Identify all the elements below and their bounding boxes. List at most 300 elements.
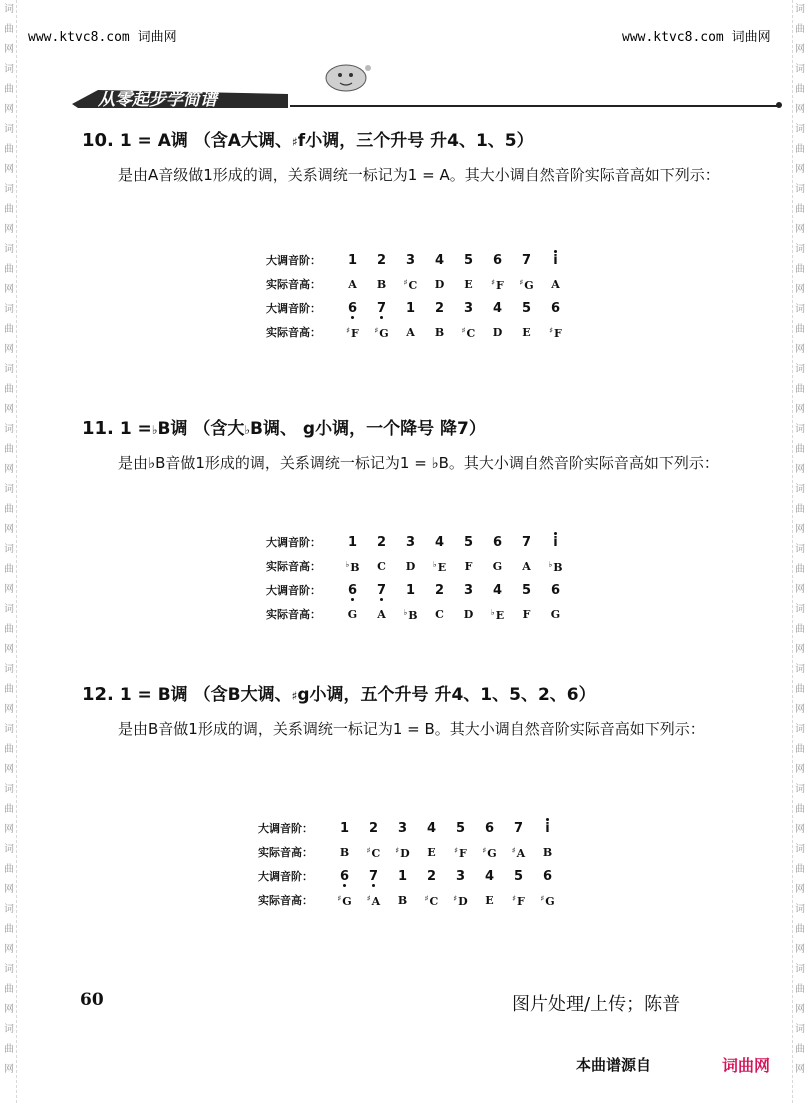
sharp-icon: ♯ — [519, 276, 524, 287]
watermark-glyph: 曲 — [4, 444, 14, 455]
actual-pitch: ♯F — [549, 324, 562, 340]
watermark-glyph: 词 — [795, 664, 805, 675]
scale-degree: 2 — [368, 820, 379, 836]
watermark-glyph-group — [2, 600, 16, 660]
sharp-icon: ♯ — [549, 324, 554, 335]
watermark-glyph: 曲 — [795, 684, 805, 695]
watermark-glyph: 曲 — [795, 384, 805, 395]
row-label: 实际音高： — [266, 326, 321, 339]
watermark-glyph: 词 — [795, 844, 805, 855]
watermark-glyph-group — [793, 660, 807, 720]
watermark-glyph: 曲 — [4, 1044, 14, 1055]
scale-degree: 3 — [405, 252, 416, 268]
watermark-glyph: 词 — [795, 4, 805, 15]
scale-degree: 4 — [484, 868, 495, 884]
watermark-glyph-group — [2, 420, 16, 480]
scale-degree: 2 — [376, 534, 387, 550]
scale-degree: 3 — [455, 868, 466, 884]
scale-degree: 5 — [455, 820, 466, 836]
watermark-glyph: 词 — [4, 184, 14, 195]
section-heading-12: 12. 1 = B调 （含B大调、♯g小调，五个升号 升4、1、5、2、6） — [82, 684, 596, 705]
actual-pitch: A — [551, 277, 560, 291]
scale-degree: 6 — [492, 534, 503, 550]
watermark-glyph-group — [793, 180, 807, 240]
watermark-glyph: 词 — [4, 904, 14, 915]
watermark-glyph: 网 — [4, 104, 14, 115]
actual-pitch: ♯A — [366, 892, 381, 908]
book-banner-logo — [68, 80, 292, 110]
watermark-glyph-group — [793, 840, 807, 900]
watermark-glyph: 词 — [795, 544, 805, 555]
scale-degree: 6 — [550, 300, 561, 316]
watermark-glyph-group — [793, 420, 807, 480]
actual-pitch: B — [542, 845, 553, 859]
watermark-glyph-group — [2, 720, 16, 780]
actual-pitch: A — [406, 325, 415, 339]
watermark-glyph: 词 — [795, 424, 805, 435]
watermark-glyph-group — [793, 120, 807, 180]
scale-degree: 2 — [434, 582, 445, 598]
row-label: 实际音高： — [258, 894, 313, 907]
watermark-glyph: 词 — [795, 724, 805, 735]
watermark-glyph: 词 — [4, 724, 14, 735]
watermark-glyph: 曲 — [4, 624, 14, 635]
watermark-glyph: 曲 — [4, 24, 14, 35]
watermark-glyph: 曲 — [4, 324, 14, 335]
actual-pitch: ♯F — [454, 844, 467, 860]
watermark-glyph: 网 — [4, 44, 14, 55]
watermark-glyph-group — [793, 720, 807, 780]
scale-degree: 4 — [434, 534, 445, 550]
watermark-glyph: 曲 — [4, 204, 14, 215]
watermark-glyph: 网 — [4, 764, 14, 775]
actual-pitch: D — [463, 607, 474, 621]
watermark-glyph-group — [2, 540, 16, 600]
actual-pitch: F — [464, 559, 473, 573]
section-12-paragraph: 是由B音做1形成的调，关系调统一标记为1 = B。其大小调自然音阶实际音高如下列示： — [118, 720, 705, 738]
scale-degree: i — [553, 534, 558, 550]
watermark-glyph: 词 — [4, 244, 14, 255]
scale-degree: 5 — [513, 868, 524, 884]
watermark-glyph: 网 — [4, 224, 14, 235]
scale-degree: i — [553, 252, 558, 268]
watermark-glyph: 词 — [4, 844, 14, 855]
scale-degree: 7 — [376, 300, 387, 316]
watermark-glyph-group — [2, 780, 16, 840]
scale-degree: 5 — [463, 534, 474, 550]
page-number: 60 — [80, 990, 104, 1010]
watermark-glyph-group — [2, 300, 16, 360]
watermark-glyph-group — [2, 360, 16, 420]
sharp-icon: ♯ — [366, 892, 371, 903]
scale-degree: 6 — [484, 820, 495, 836]
scale-degree: 6 — [550, 582, 561, 598]
watermark-glyph: 网 — [4, 944, 14, 955]
actual-pitch: E — [485, 893, 494, 907]
scale-degree: 3 — [405, 534, 416, 550]
heart-cartoon-icon — [318, 56, 378, 96]
source-brand-link[interactable]: 词曲网 — [722, 1056, 771, 1075]
actual-pitch: D — [405, 559, 416, 573]
banner-title: 从零起步学简谱 — [98, 90, 217, 110]
scale-degree: 1 — [339, 820, 350, 836]
actual-pitch: B — [434, 325, 445, 339]
actual-pitch: E — [427, 845, 436, 859]
watermark-glyph: 网 — [795, 284, 805, 295]
watermark-glyph: 曲 — [4, 984, 14, 995]
scale-degree: 1 — [397, 868, 408, 884]
actual-pitch: ♯C — [424, 892, 439, 908]
scale-degree: 6 — [347, 300, 358, 316]
watermark-glyph: 网 — [4, 824, 14, 835]
watermark-glyph: 网 — [795, 644, 805, 655]
watermark-glyph-group — [793, 600, 807, 660]
watermark-glyph: 词 — [795, 64, 805, 75]
watermark-glyph: 网 — [4, 164, 14, 175]
watermark-glyph: 曲 — [795, 504, 805, 515]
flat-icon: ♭ — [403, 606, 408, 617]
watermark-glyph-group — [2, 900, 16, 960]
actual-pitch: E — [464, 277, 473, 291]
flat-icon: ♭ — [490, 606, 495, 617]
watermark-glyph: 词 — [795, 124, 805, 135]
watermark-glyph: 网 — [795, 44, 805, 55]
watermark-glyph: 曲 — [795, 444, 805, 455]
actual-pitch: D — [492, 325, 503, 339]
actual-pitch: ♭B — [345, 558, 360, 574]
sharp-icon: ♯ — [454, 844, 459, 855]
scale-degree: 7 — [368, 868, 379, 884]
watermark-glyph: 网 — [795, 1064, 805, 1075]
actual-pitch: ♭E — [490, 606, 505, 622]
scale-degree: 1 — [347, 534, 358, 550]
watermark-glyph: 网 — [4, 884, 14, 895]
watermark-glyph: 曲 — [4, 384, 14, 395]
scale-degree: 1 — [405, 300, 416, 316]
watermark-glyph: 词 — [4, 364, 14, 375]
right-watermark-strip — [792, 0, 807, 1103]
row-label: 实际音高： — [266, 278, 321, 291]
watermark-glyph: 词 — [4, 604, 14, 615]
watermark-glyph-group — [2, 240, 16, 300]
watermark-glyph: 词 — [4, 784, 14, 795]
watermark-glyph: 网 — [795, 344, 805, 355]
actual-pitch: B — [376, 277, 387, 291]
watermark-glyph-group — [793, 60, 807, 120]
watermark-glyph-group — [793, 0, 807, 60]
scale-degree: 2 — [434, 300, 445, 316]
scale-degree: 7 — [513, 820, 524, 836]
major-pitch-row — [266, 554, 570, 578]
watermark-glyph: 词 — [795, 604, 805, 615]
sharp-icon: ♯ — [512, 892, 517, 903]
actual-pitch: ♯A — [511, 844, 526, 860]
major-degree-row — [266, 248, 570, 272]
watermark-glyph: 曲 — [4, 564, 14, 575]
scale-degree: 1 — [347, 252, 358, 268]
major-pitch-row — [266, 272, 570, 296]
watermark-glyph: 词 — [795, 184, 805, 195]
watermark-glyph-group — [793, 780, 807, 840]
watermark-glyph: 曲 — [4, 84, 14, 95]
major-degree-row — [266, 530, 570, 554]
sharp-icon: ♯ — [511, 844, 516, 855]
scale-table-11 — [266, 530, 570, 626]
row-label: 大调音阶： — [258, 822, 313, 835]
source-note: 本曲谱源自 — [576, 1056, 652, 1074]
row-label: 大调音阶： — [258, 870, 313, 883]
watermark-glyph: 网 — [4, 1004, 14, 1015]
watermark-glyph: 网 — [4, 704, 14, 715]
watermark-glyph-group — [2, 660, 16, 720]
watermark-glyph: 词 — [4, 304, 14, 315]
watermark-glyph: 曲 — [795, 624, 805, 635]
watermark-glyph: 网 — [4, 344, 14, 355]
row-label: 大调音阶： — [266, 584, 321, 597]
watermark-glyph: 词 — [795, 964, 805, 975]
row-label: 实际音高： — [258, 846, 313, 859]
scale-degree: 2 — [376, 252, 387, 268]
watermark-glyph: 网 — [4, 404, 14, 415]
actual-pitch: ♯C — [461, 324, 476, 340]
section-11-paragraph: 是由♭B音做1形成的调，关系调统一标记为1 = ♭B。其大小调自然音阶实际音高如下列示： — [118, 454, 719, 472]
actual-pitch: ♭E — [432, 558, 447, 574]
row-label: 大调音阶： — [266, 536, 321, 549]
actual-pitch: G — [347, 607, 358, 621]
scale-degree: 7 — [376, 582, 387, 598]
watermark-glyph: 网 — [795, 104, 805, 115]
watermark-glyph: 曲 — [795, 1044, 805, 1055]
watermark-glyph-group — [793, 960, 807, 1020]
actual-pitch: ♯G — [482, 844, 497, 860]
watermark-glyph-group — [793, 300, 807, 360]
scale-table-10 — [266, 248, 570, 344]
watermark-glyph: 曲 — [795, 744, 805, 755]
actual-pitch: ♯C — [366, 844, 381, 860]
watermark-glyph: 网 — [795, 404, 805, 415]
sharp-icon: ♯ — [424, 892, 429, 903]
watermark-glyph: 曲 — [795, 564, 805, 575]
watermark-glyph: 词 — [4, 124, 14, 135]
header-url-left[interactable]: www.ktvc8.com 词曲网 — [28, 30, 177, 45]
row-label: 大调音阶： — [266, 302, 321, 315]
watermark-glyph: 网 — [4, 584, 14, 595]
minor-pitch-row — [266, 602, 570, 626]
scale-degree: 6 — [492, 252, 503, 268]
watermark-glyph: 网 — [795, 764, 805, 775]
major-pitch-row — [258, 840, 562, 864]
watermark-glyph: 词 — [795, 904, 805, 915]
scale-degree: 6 — [339, 868, 350, 884]
watermark-glyph-group — [2, 60, 16, 120]
watermark-glyph-group — [793, 480, 807, 540]
watermark-glyph: 词 — [795, 784, 805, 795]
actual-pitch: D — [434, 277, 445, 291]
minor-pitch-row — [266, 320, 570, 344]
watermark-glyph: 曲 — [4, 804, 14, 815]
row-label: 实际音高： — [266, 560, 321, 573]
watermark-glyph-group — [793, 540, 807, 600]
watermark-glyph: 网 — [795, 524, 805, 535]
scale-degree: 3 — [463, 300, 474, 316]
watermark-glyph: 曲 — [795, 864, 805, 875]
actual-pitch: ♭B — [403, 606, 418, 622]
watermark-glyph: 网 — [795, 464, 805, 475]
watermark-glyph-group — [2, 480, 16, 540]
watermark-glyph: 曲 — [4, 924, 14, 935]
actual-pitch: ♯F — [512, 892, 525, 908]
major-degree-row — [258, 816, 562, 840]
watermark-glyph: 网 — [795, 704, 805, 715]
watermark-glyph: 曲 — [4, 264, 14, 275]
watermark-glyph: 网 — [795, 824, 805, 835]
watermark-glyph-group — [2, 960, 16, 1020]
watermark-glyph: 词 — [4, 424, 14, 435]
watermark-glyph: 网 — [795, 224, 805, 235]
watermark-glyph: 曲 — [4, 504, 14, 515]
section-heading-11: 11. 1 =♭B调 （含大♭B调、 g小调，一个降号 降7） — [82, 418, 486, 439]
sharp-icon: ♯ — [346, 324, 351, 335]
scale-degree: 5 — [521, 582, 532, 598]
header-url-right[interactable]: www.ktvc8.com 词曲网 — [622, 30, 771, 45]
actual-pitch: ♯C — [403, 276, 418, 292]
actual-pitch: C — [377, 559, 386, 573]
watermark-glyph: 网 — [795, 164, 805, 175]
actual-pitch: F — [522, 607, 531, 621]
watermark-glyph: 网 — [795, 1004, 805, 1015]
watermark-glyph-group — [2, 0, 16, 60]
scale-degree: 4 — [434, 252, 445, 268]
actual-pitch: ♯F — [346, 324, 359, 340]
flat-icon: ♭ — [432, 558, 437, 569]
sharp-icon: ♯ — [482, 844, 487, 855]
watermark-glyph-group — [793, 1020, 807, 1080]
watermark-glyph: 词 — [4, 544, 14, 555]
scale-degree: 4 — [426, 820, 437, 836]
actual-pitch: ♯G — [374, 324, 389, 340]
watermark-glyph: 曲 — [795, 804, 805, 815]
watermark-glyph: 词 — [4, 64, 14, 75]
watermark-glyph: 词 — [4, 1024, 14, 1035]
row-label: 大调音阶： — [266, 254, 321, 267]
scale-degree: 4 — [492, 582, 503, 598]
scale-degree: 3 — [397, 820, 408, 836]
watermark-glyph: 曲 — [795, 264, 805, 275]
watermark-glyph: 词 — [4, 484, 14, 495]
scale-degree: 7 — [521, 534, 532, 550]
banner-rule — [290, 105, 780, 107]
watermark-glyph: 词 — [4, 964, 14, 975]
watermark-glyph: 网 — [4, 524, 14, 535]
scale-degree: 6 — [347, 582, 358, 598]
scale-table-12 — [258, 816, 562, 912]
actual-pitch: G — [492, 559, 503, 573]
actual-pitch: C — [435, 607, 444, 621]
sharp-icon: ♯ — [337, 892, 342, 903]
row-label: 实际音高： — [266, 608, 321, 621]
watermark-glyph-group — [793, 900, 807, 960]
watermark-glyph: 网 — [795, 944, 805, 955]
actual-pitch: B — [339, 845, 350, 859]
sharp-icon: ♯ — [403, 276, 408, 287]
actual-pitch: A — [348, 277, 357, 291]
scale-degree: 5 — [521, 300, 532, 316]
scale-degree: i — [545, 820, 550, 836]
watermark-glyph-group — [2, 120, 16, 180]
flat-icon: ♭ — [548, 558, 553, 569]
watermark-glyph-group — [2, 840, 16, 900]
watermark-glyph: 词 — [795, 244, 805, 255]
watermark-glyph: 曲 — [4, 144, 14, 155]
watermark-glyph-group — [2, 180, 16, 240]
actual-pitch: A — [522, 559, 531, 573]
actual-pitch: ♯D — [453, 892, 468, 908]
minor-degree-row — [266, 296, 570, 320]
minor-pitch-row — [258, 888, 562, 912]
watermark-glyph: 曲 — [4, 864, 14, 875]
watermark-glyph: 词 — [795, 364, 805, 375]
watermark-glyph: 词 — [4, 4, 14, 15]
section-10-paragraph: 是由A音级做1形成的调，关系调统一标记为1 = A。其大小调自然音阶实际音高如下列示： — [118, 166, 720, 184]
scale-degree: 2 — [426, 868, 437, 884]
watermark-glyph-group — [793, 360, 807, 420]
sharp-icon: ♯ — [491, 276, 496, 287]
watermark-glyph: 网 — [795, 884, 805, 895]
sharp-icon: ♯ — [374, 324, 379, 335]
sharp-icon: ♯ — [366, 844, 371, 855]
sharp-icon: ♯ — [395, 844, 400, 855]
watermark-glyph: 网 — [4, 1064, 14, 1075]
actual-pitch: ♯G — [540, 892, 555, 908]
scale-degree: 4 — [492, 300, 503, 316]
watermark-glyph: 曲 — [795, 144, 805, 155]
sharp-icon: ♯ — [540, 892, 545, 903]
sharp-icon: ♯ — [453, 892, 458, 903]
watermark-glyph: 曲 — [795, 24, 805, 35]
watermark-glyph: 网 — [795, 584, 805, 595]
watermark-glyph: 网 — [4, 464, 14, 475]
watermark-glyph: 曲 — [795, 84, 805, 95]
actual-pitch: ♯G — [337, 892, 352, 908]
actual-pitch: ♯G — [519, 276, 534, 292]
watermark-glyph-group — [2, 1020, 16, 1080]
upload-credit: 图片处理/上传；陈普 — [512, 994, 681, 1015]
watermark-glyph: 曲 — [795, 984, 805, 995]
watermark-glyph-group — [793, 240, 807, 300]
actual-pitch: ♯F — [491, 276, 504, 292]
actual-pitch: ♭B — [548, 558, 563, 574]
flat-icon: ♭ — [345, 558, 350, 569]
scale-degree: 3 — [463, 582, 474, 598]
watermark-glyph: 曲 — [795, 324, 805, 335]
watermark-glyph: 曲 — [4, 684, 14, 695]
watermark-glyph: 词 — [795, 484, 805, 495]
watermark-glyph: 词 — [4, 664, 14, 675]
watermark-glyph: 曲 — [795, 924, 805, 935]
actual-pitch: E — [522, 325, 531, 339]
watermark-glyph: 网 — [4, 284, 14, 295]
watermark-glyph: 网 — [4, 644, 14, 655]
minor-degree-row — [266, 578, 570, 602]
scale-degree: 6 — [542, 868, 553, 884]
sharp-icon: ♯ — [461, 324, 466, 335]
watermark-glyph: 词 — [795, 1024, 805, 1035]
section-heading-10: 10. 1 = A调 （含A大调、♯f小调，三个升号 升4、1、5） — [82, 130, 534, 151]
actual-pitch: G — [550, 607, 561, 621]
actual-pitch: B — [397, 893, 408, 907]
left-watermark-strip — [2, 0, 17, 1103]
watermark-glyph: 曲 — [4, 744, 14, 755]
